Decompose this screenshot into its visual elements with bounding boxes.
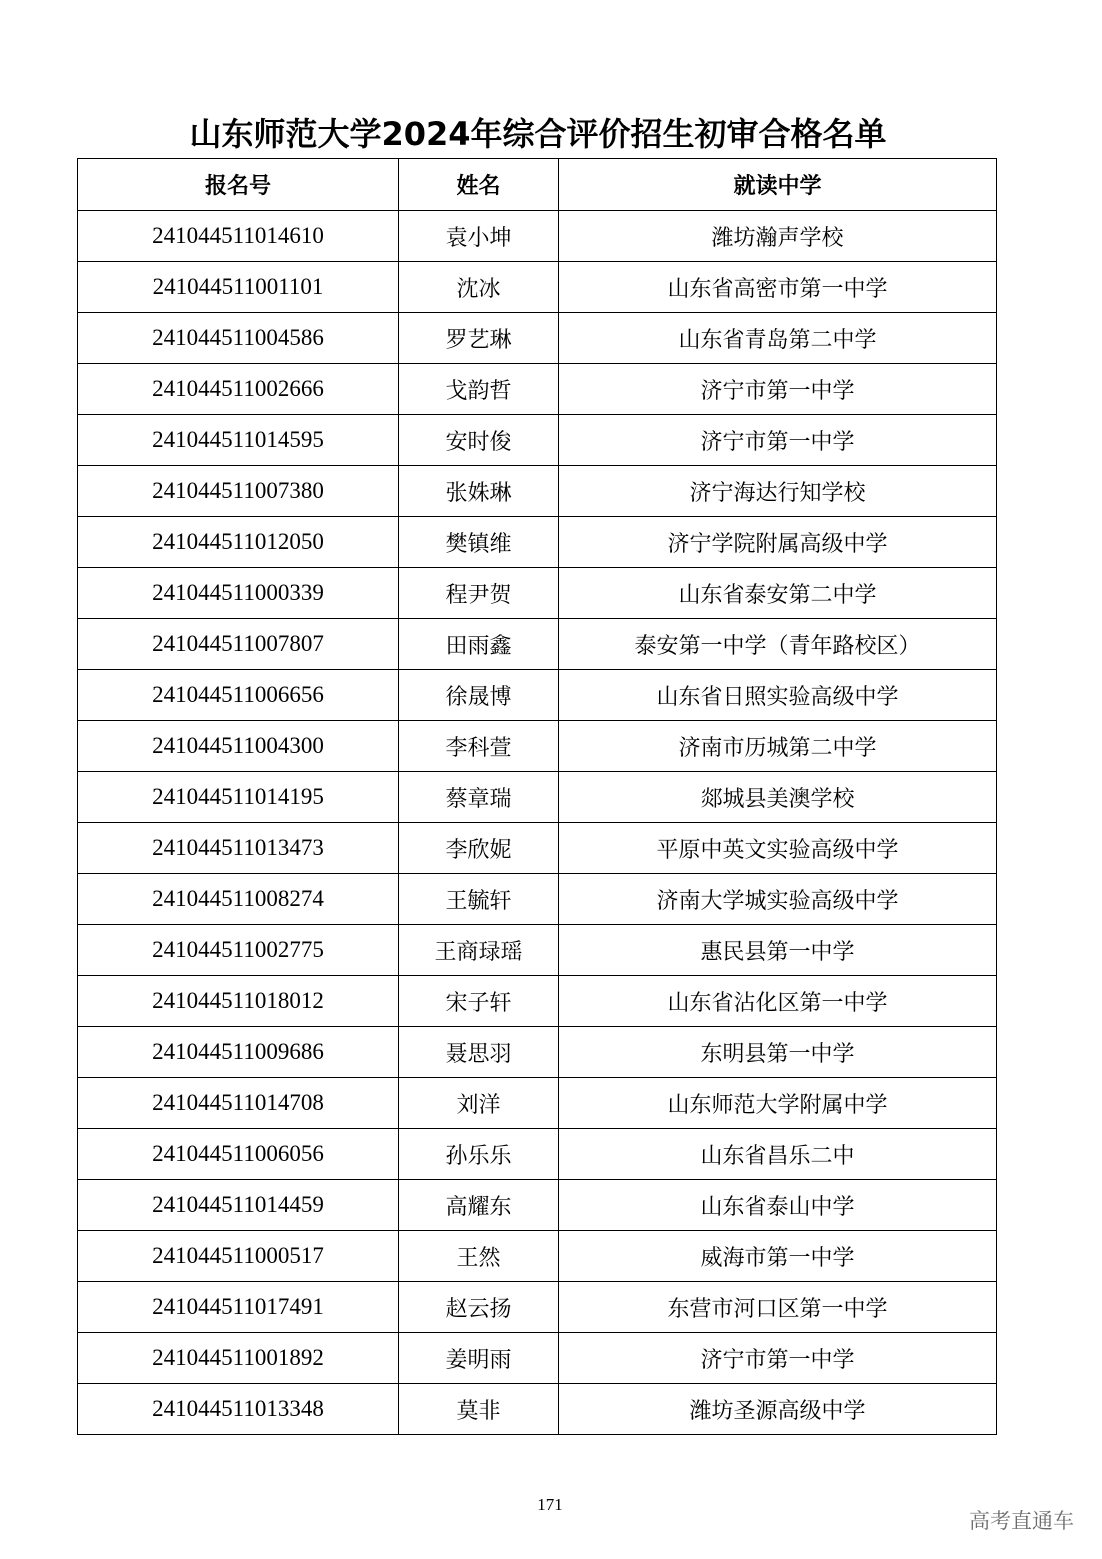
school-cell: 济宁市第一中学 [559,364,997,415]
student-name-cell: 李科萱 [399,721,559,772]
registration-number-cell: 241044511000339 [78,568,399,619]
table-row [78,313,997,364]
school-cell: 惠民县第一中学 [559,925,997,976]
registration-number-cell: 241044511007807 [78,619,399,670]
table-row [78,211,997,262]
school-cell: 泰安第一中学（青年路校区） [559,619,997,670]
student-name-cell: 聂思羽 [399,1027,559,1078]
student-name-cell: 赵云扬 [399,1282,559,1333]
registration-number-cell: 241044511006656 [78,670,399,721]
school-cell: 平原中英文实验高级中学 [559,823,997,874]
student-name-cell: 刘洋 [399,1078,559,1129]
registration-number-cell: 241044511008274 [78,874,399,925]
registration-number-cell: 241044511009686 [78,1027,399,1078]
student-name-cell: 李欣妮 [399,823,559,874]
student-name-cell: 王然 [399,1231,559,1282]
table-row [78,874,997,925]
watermark: 高考直通车 [969,1509,1074,1533]
table-row [78,1129,997,1180]
table-row [78,415,997,466]
registration-number-cell: 241044511007380 [78,466,399,517]
school-cell: 山东师范大学附属中学 [559,1078,997,1129]
table-row [78,1231,997,1282]
table-row [78,1384,997,1435]
registration-number-cell: 241044511004586 [78,313,399,364]
registration-number-cell: 241044511014595 [78,415,399,466]
student-name-cell: 罗艺琳 [399,313,559,364]
table-row [78,466,997,517]
registration-number-cell: 241044511014708 [78,1078,399,1129]
registration-number-cell: 241044511012050 [78,517,399,568]
registration-number-cell: 241044511000517 [78,1231,399,1282]
table-row [78,517,997,568]
page-number: 171 [537,1495,563,1514]
table-row [78,1282,997,1333]
student-name-cell: 樊镇维 [399,517,559,568]
school-cell: 东营市河口区第一中学 [559,1282,997,1333]
student-name-cell: 张姝琳 [399,466,559,517]
registration-number-cell: 241044511006056 [78,1129,399,1180]
admission-list-table [77,158,997,1435]
table-row [78,772,997,823]
school-cell: 山东省沾化区第一中学 [559,976,997,1027]
student-name-cell: 莫非 [399,1384,559,1435]
registration-number-cell: 241044511014610 [78,211,399,262]
student-name-cell: 徐晟博 [399,670,559,721]
school-cell: 东明县第一中学 [559,1027,997,1078]
document-title: 山东师范大学2024年综合评价招生初审合格名单 [189,115,887,153]
student-name-cell: 蔡章瑞 [399,772,559,823]
table-row [78,364,997,415]
registration-number-cell: 241044511002666 [78,364,399,415]
school-cell: 山东省日照实验高级中学 [559,670,997,721]
registration-number-cell: 241044511001892 [78,1333,399,1384]
registration-number-cell: 241044511004300 [78,721,399,772]
school-cell: 潍坊瀚声学校 [559,211,997,262]
school-cell: 济宁市第一中学 [559,1333,997,1384]
student-name-cell: 田雨鑫 [399,619,559,670]
table-row [78,823,997,874]
school-cell: 山东省泰山中学 [559,1180,997,1231]
table-header-row [78,159,997,211]
student-name-cell: 袁小坤 [399,211,559,262]
student-name-cell: 程尹贺 [399,568,559,619]
school-cell: 济宁海达行知学校 [559,466,997,517]
table-row [78,925,997,976]
school-cell: 山东省泰安第二中学 [559,568,997,619]
school-cell: 山东省昌乐二中 [559,1129,997,1180]
student-name-cell: 王商琭瑶 [399,925,559,976]
school-cell: 郯城县美澳学校 [559,772,997,823]
table-body [78,211,997,1435]
student-name-cell: 孙乐乐 [399,1129,559,1180]
school-cell: 山东省高密市第一中学 [559,262,997,313]
school-cell: 潍坊圣源高级中学 [559,1384,997,1435]
table-row [78,1078,997,1129]
registration-number-cell: 241044511014459 [78,1180,399,1231]
student-name-cell: 王毓轩 [399,874,559,925]
school-cell: 山东省青岛第二中学 [559,313,997,364]
header-name: 姓名 [399,159,559,211]
student-name-cell: 安时俊 [399,415,559,466]
registration-number-cell: 241044511014195 [78,772,399,823]
registration-number-cell: 241044511018012 [78,976,399,1027]
school-cell: 济南大学城实验高级中学 [559,874,997,925]
registration-number-cell: 241044511013473 [78,823,399,874]
table-row [78,976,997,1027]
table-row [78,1180,997,1231]
header-school: 就读中学 [559,159,997,211]
student-name-cell: 宋子轩 [399,976,559,1027]
school-cell: 济宁学院附属高级中学 [559,517,997,568]
student-name-cell: 姜明雨 [399,1333,559,1384]
table-row [78,721,997,772]
table-row [78,1333,997,1384]
registration-number-cell: 241044511002775 [78,925,399,976]
table-row [78,262,997,313]
table-row [78,670,997,721]
student-name-cell: 戈韵哲 [399,364,559,415]
school-cell: 济南市历城第二中学 [559,721,997,772]
registration-number-cell: 241044511013348 [78,1384,399,1435]
registration-number-cell: 241044511017491 [78,1282,399,1333]
header-registration-number: 报名号 [78,159,399,211]
table-row [78,619,997,670]
school-cell: 济宁市第一中学 [559,415,997,466]
table-row [78,1027,997,1078]
student-name-cell: 沈冰 [399,262,559,313]
registration-number-cell: 241044511001101 [78,262,399,313]
school-cell: 威海市第一中学 [559,1231,997,1282]
student-name-cell: 高耀东 [399,1180,559,1231]
table-row [78,568,997,619]
